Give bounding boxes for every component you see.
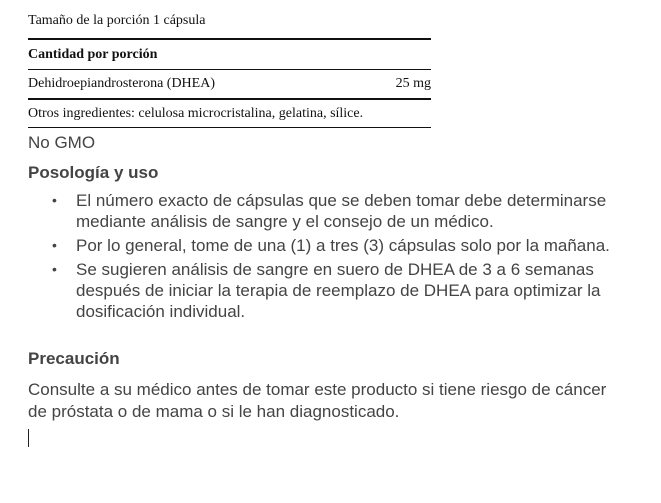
serving-size-text: Tamaño de la porción 1 cápsula: [28, 13, 206, 28]
list-item: [28, 235, 658, 256]
amount-per-serving-row: [28, 40, 431, 70]
ingredient-row: [28, 70, 431, 100]
bullet-icon: •: [52, 192, 57, 208]
list-item-text: Se sugieren análisis de sangre en suero de DHEA de 3 a 6 semanas después de iniciar la terapia de reemplazo de DHEA para optimizar la dosificación individual.: [76, 260, 601, 321]
list-item: [28, 259, 658, 322]
ingredient-name: Dehidroepiandrosterona (DHEA): [28, 76, 215, 91]
list-item-text: El número exacto de cápsulas que se deben tomar debe determinarse mediante análisis de sangre y el consejo de un médico.: [76, 191, 607, 231]
serving-size-row: [28, 0, 431, 40]
non-gmo-label: No GMO: [28, 133, 96, 152]
caution-text: Consulte a su médico antes de tomar este producto si tiene riesgo de cáncer de próstata o de mama o si le han diagnosticado.: [28, 380, 607, 421]
list-item-text: Por lo general, tome de una (1) a tres (3) cápsulas solo por la mañana.: [76, 236, 610, 255]
supplement-facts-table: [28, 0, 431, 128]
text-cursor[interactable]: [28, 429, 29, 447]
document-body: [28, 0, 658, 447]
bullet-icon: •: [52, 237, 57, 253]
other-ingredients-row: [28, 100, 431, 128]
list-item: [28, 190, 658, 232]
ingredient-amount: 25 mg: [395, 76, 431, 91]
posology-title: Posología y uso: [28, 163, 159, 182]
amount-per-serving-label: Cantidad por porción: [28, 46, 158, 62]
other-ingredients-text: Otros ingredientes: celulosa microcristalina, gelatina, sílice.: [28, 105, 364, 121]
posology-list: [28, 190, 658, 322]
bullet-icon: •: [52, 261, 57, 277]
caution-title: Precaución: [28, 349, 120, 368]
